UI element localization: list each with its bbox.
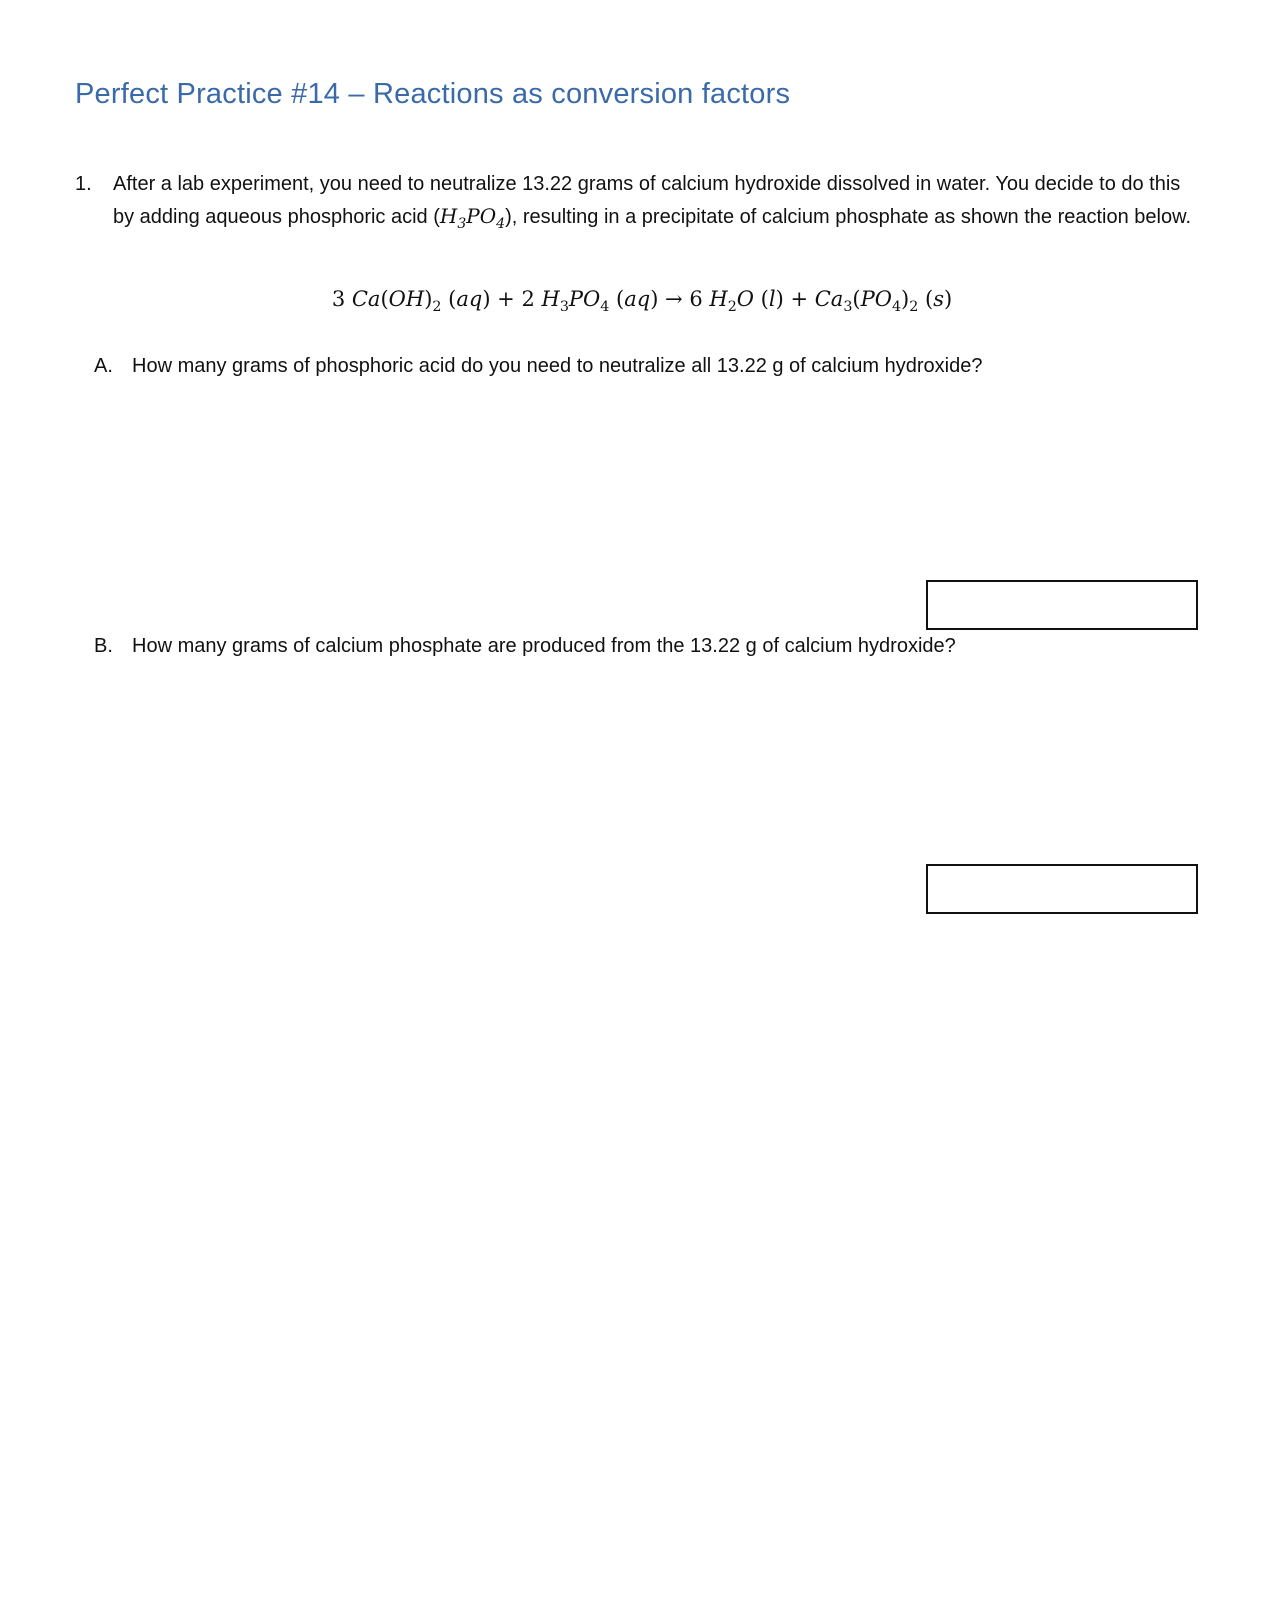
page-title: Perfect Practice #14 – Reactions as conversion factors xyxy=(75,78,791,110)
part-b xyxy=(94,632,956,660)
question-text-part2: ), resulting in a precipitate of calcium phosphate as shown the reaction below. xyxy=(505,206,1192,228)
question-number: 1. xyxy=(75,173,92,195)
phosphoric-acid-formula: $H_3PO_4$ xyxy=(439,204,506,232)
part-a-question: How many grams of phosphoric acid do you need to neutralize all 13.22 g of calcium hydroxide? xyxy=(132,355,983,377)
part-b-letter: B. xyxy=(94,635,113,657)
answer-box-a[interactable] xyxy=(926,580,1198,630)
reaction-equation: 3 $Ca(OH)_2$ (aq) + 2 $H_3PO_4$ (aq) → 6 $H_2O$ $(l) + Ca_3(PO_4)_2$ (s) xyxy=(331,287,953,316)
answer-box-b[interactable] xyxy=(926,864,1198,914)
question-text xyxy=(113,168,1205,233)
part-b-question: How many grams of calcium phosphate are produced from the 13.22 g of calcium hydroxide? xyxy=(132,635,956,657)
part-a xyxy=(94,352,982,380)
part-a-letter: A. xyxy=(94,355,113,377)
question-text-part1: After a lab experiment, you need to neutralize 13.22 grams of calcium hydroxide dissolved in water. You decide to do this by adding aqueous phosphoric acid ( xyxy=(113,173,1181,228)
